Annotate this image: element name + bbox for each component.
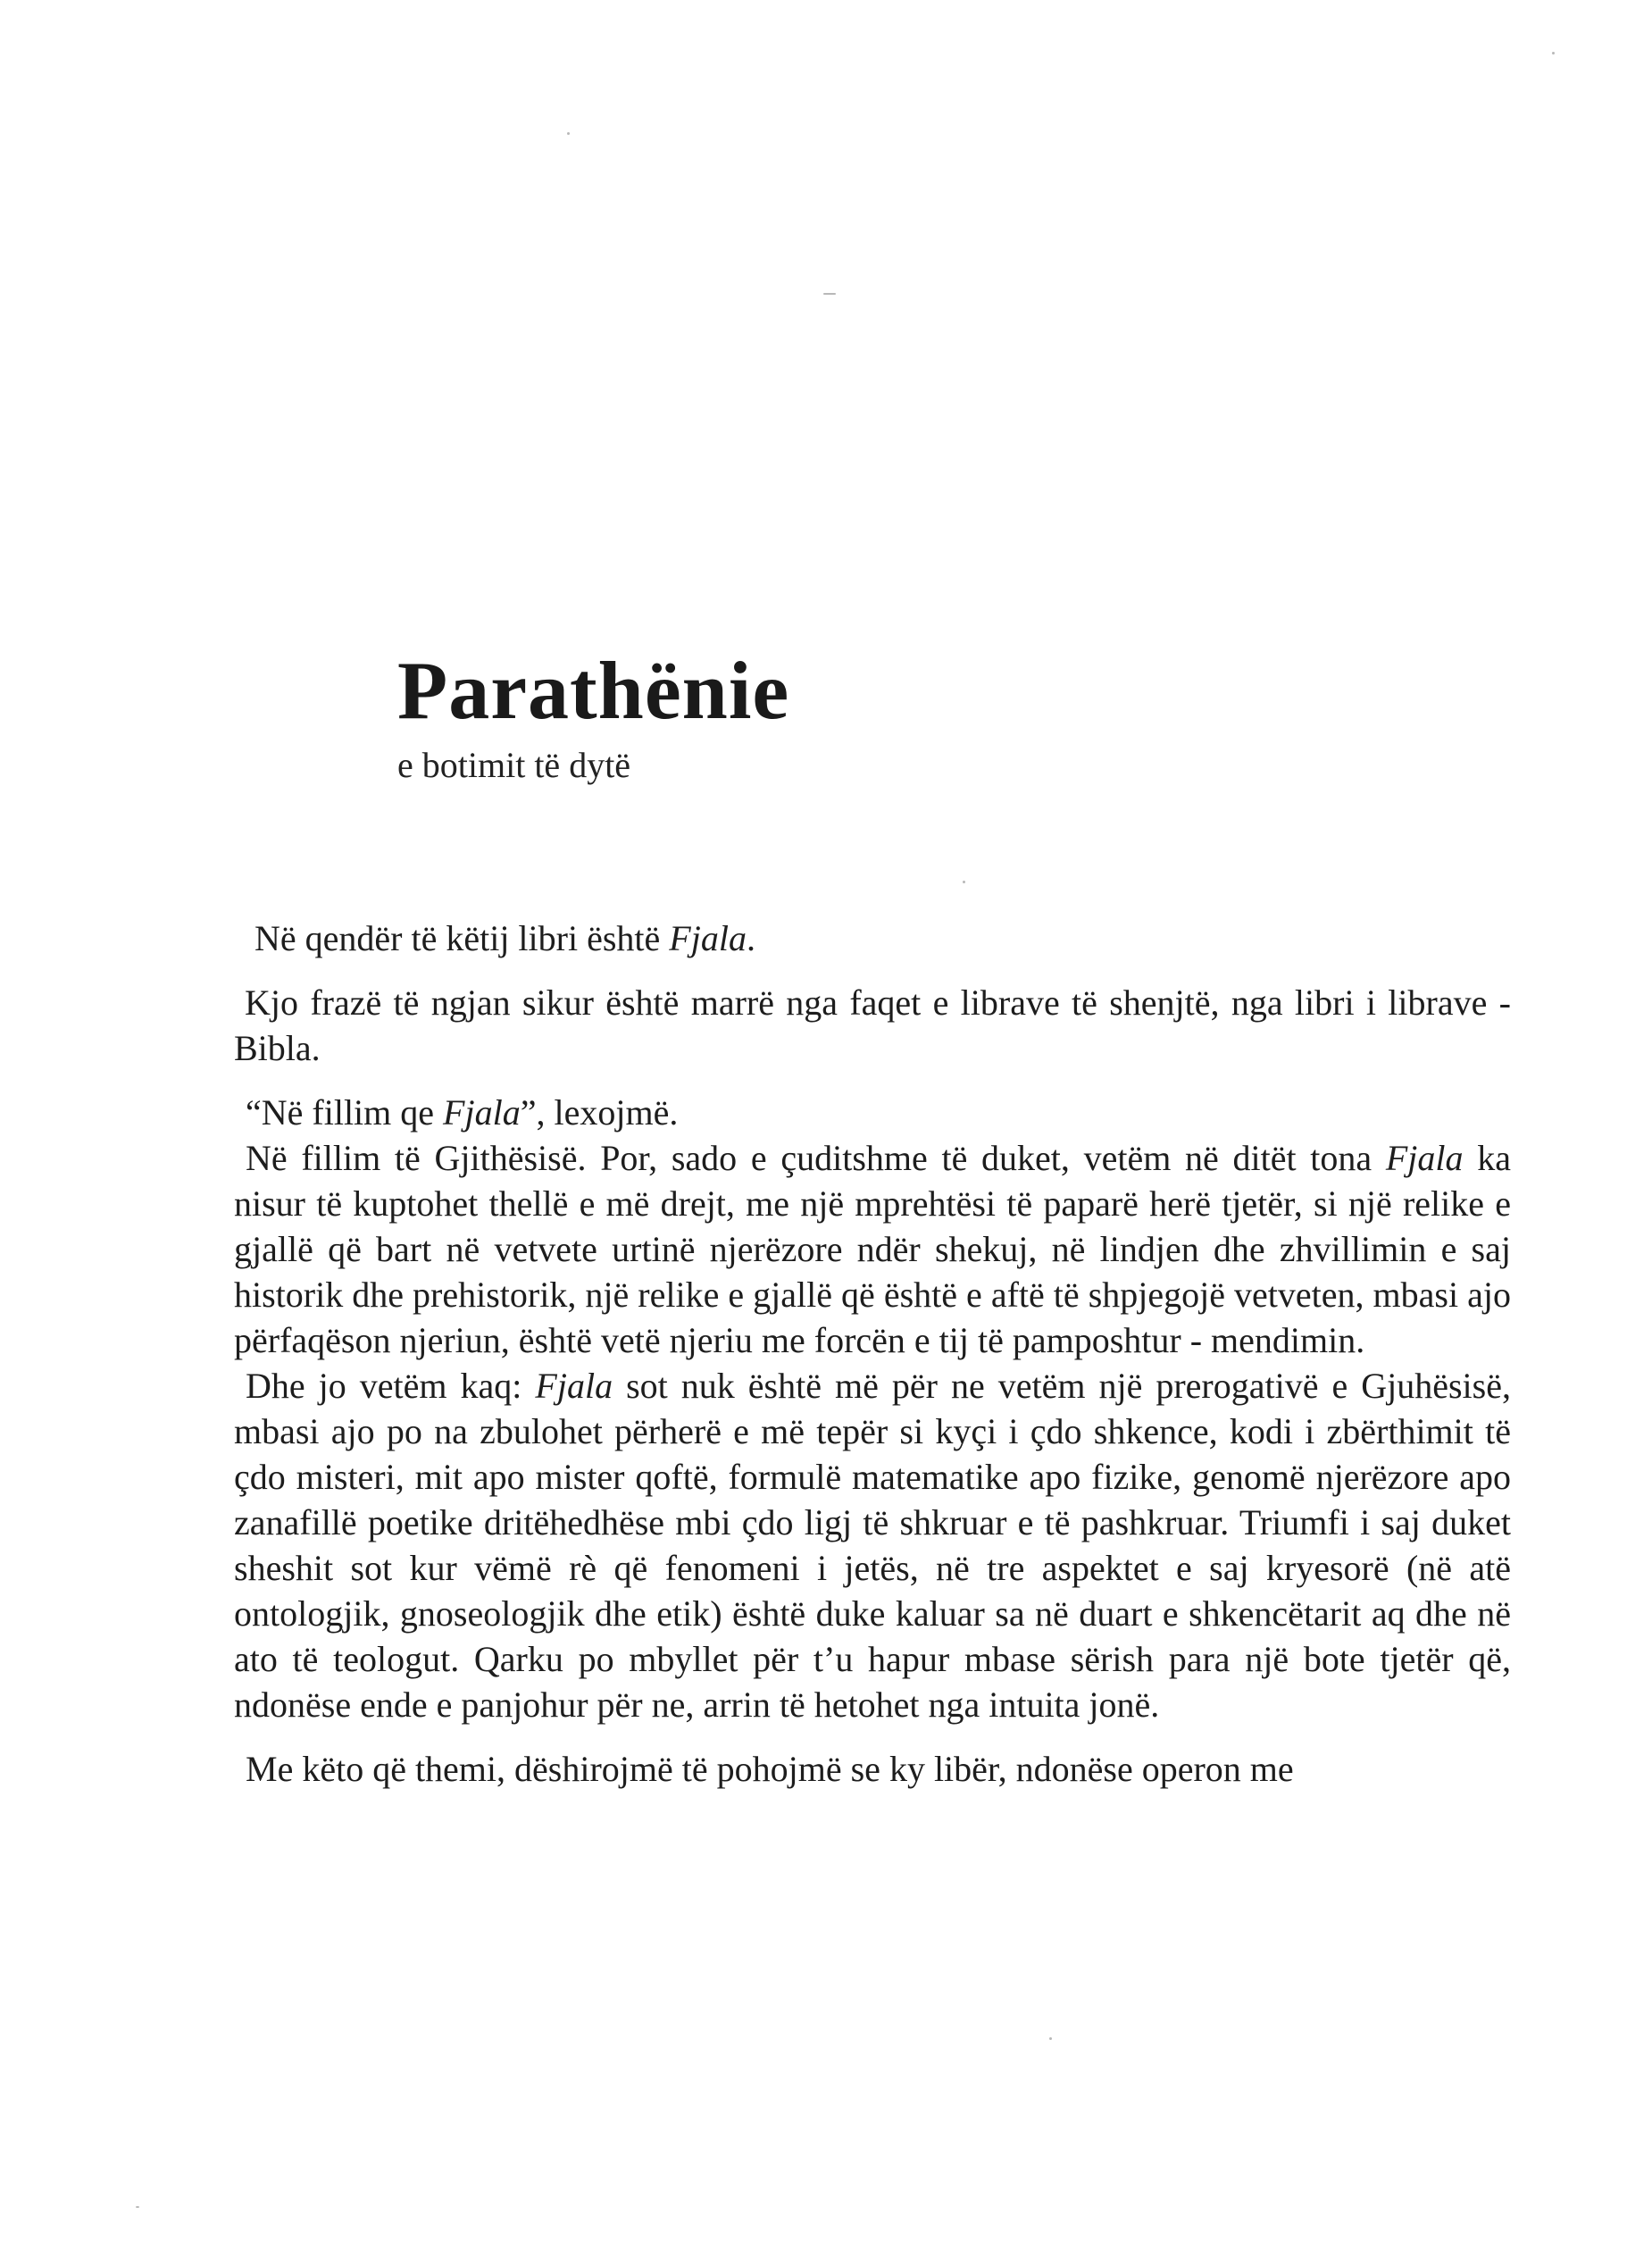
scan-speck <box>567 132 570 135</box>
scan-speck <box>136 2206 139 2208</box>
paragraph <box>234 1746 1511 1792</box>
text-run: Dhe jo vetëm kaq: <box>246 1366 536 1406</box>
scan-speck <box>823 293 836 295</box>
italic-text-run: Fjala <box>535 1366 613 1406</box>
text-run: ka nisur të kuptohet thellë e më drejt, me një mprehtësi të paparë herë tjetër, si një relike e gjallë që bart në vetvete urtinë njerëzore ndër shekuj, në lindjen dhe zhvillimin e saj historik dhe prehistorik, një relike e gjallë që është e aftë të shpjegojë vetveten, mbasi ajo përfaqëson njeriun, është vetë njeriu me forcën e tij të pamposhtur - mendimin. <box>234 1138 1511 1360</box>
paragraph <box>234 1135 1511 1363</box>
text-run: ”, lexojmë. <box>520 1092 679 1133</box>
italic-text-run: Fjala <box>443 1092 521 1133</box>
paragraph <box>234 915 1511 961</box>
scan-speck <box>1552 52 1555 54</box>
italic-text-run: Fjala <box>669 918 747 958</box>
text-run: Me këto që themi, dëshirojmë të pohojmë se ky libër, ndonëse operon me <box>246 1749 1294 1789</box>
scan-speck <box>1049 2037 1052 2040</box>
text-run: sot nuk është më për ne vetëm një prerogativë e Gjuhësisë, mbasi ajo po na zbulohet përherë e më tepër si kyçi i çdo shkence, kodi i zbërthimit të çdo misteri, mit apo mister qoftë, formulë matematike apo fizike, genomë njerëzore apo zanafillë poetike dritëhedhëse mbi çdo ligj të shkruar e të pashkruar. Triumfi i saj duket sheshit sot kur vëmë rè që fenomeni i jetës, në tre aspektet e saj kryesorë (në atë ontologjik, gnoseologjik dhe etik) është duke kaluar sa në duart e shkencëtarit aq dhe në ato të teologut. Qarku po mbyllet për t’u hapur mbase sërish para një bote tjetër që, ndonëse ende e panjohur për ne, arrin të hetohet nga intuita jonë. <box>234 1366 1511 1725</box>
scan-speck <box>963 881 965 883</box>
body-text <box>234 915 1511 1792</box>
text-run: . <box>746 918 755 958</box>
paragraph <box>234 1363 1511 1727</box>
paragraph <box>234 980 1511 1071</box>
text-run: “Në fillim qe <box>246 1092 444 1133</box>
italic-text-run: Fjala <box>1385 1138 1464 1178</box>
text-run: Në fillim të Gjithësisë. Por, sado e çuditshme të duket, vetëm në ditët tona <box>246 1138 1386 1178</box>
text-run: Në qendër të këtij libri është <box>254 918 670 958</box>
page-title: Parathënie <box>397 645 790 736</box>
text-run: Kjo frazë të ngjan sikur është marrë nga faqet e librave të shenjtë, nga libri i librave - Bibla. <box>234 982 1511 1068</box>
paragraph <box>234 1090 1511 1135</box>
page-subtitle: e botimit të dytë <box>397 745 631 785</box>
